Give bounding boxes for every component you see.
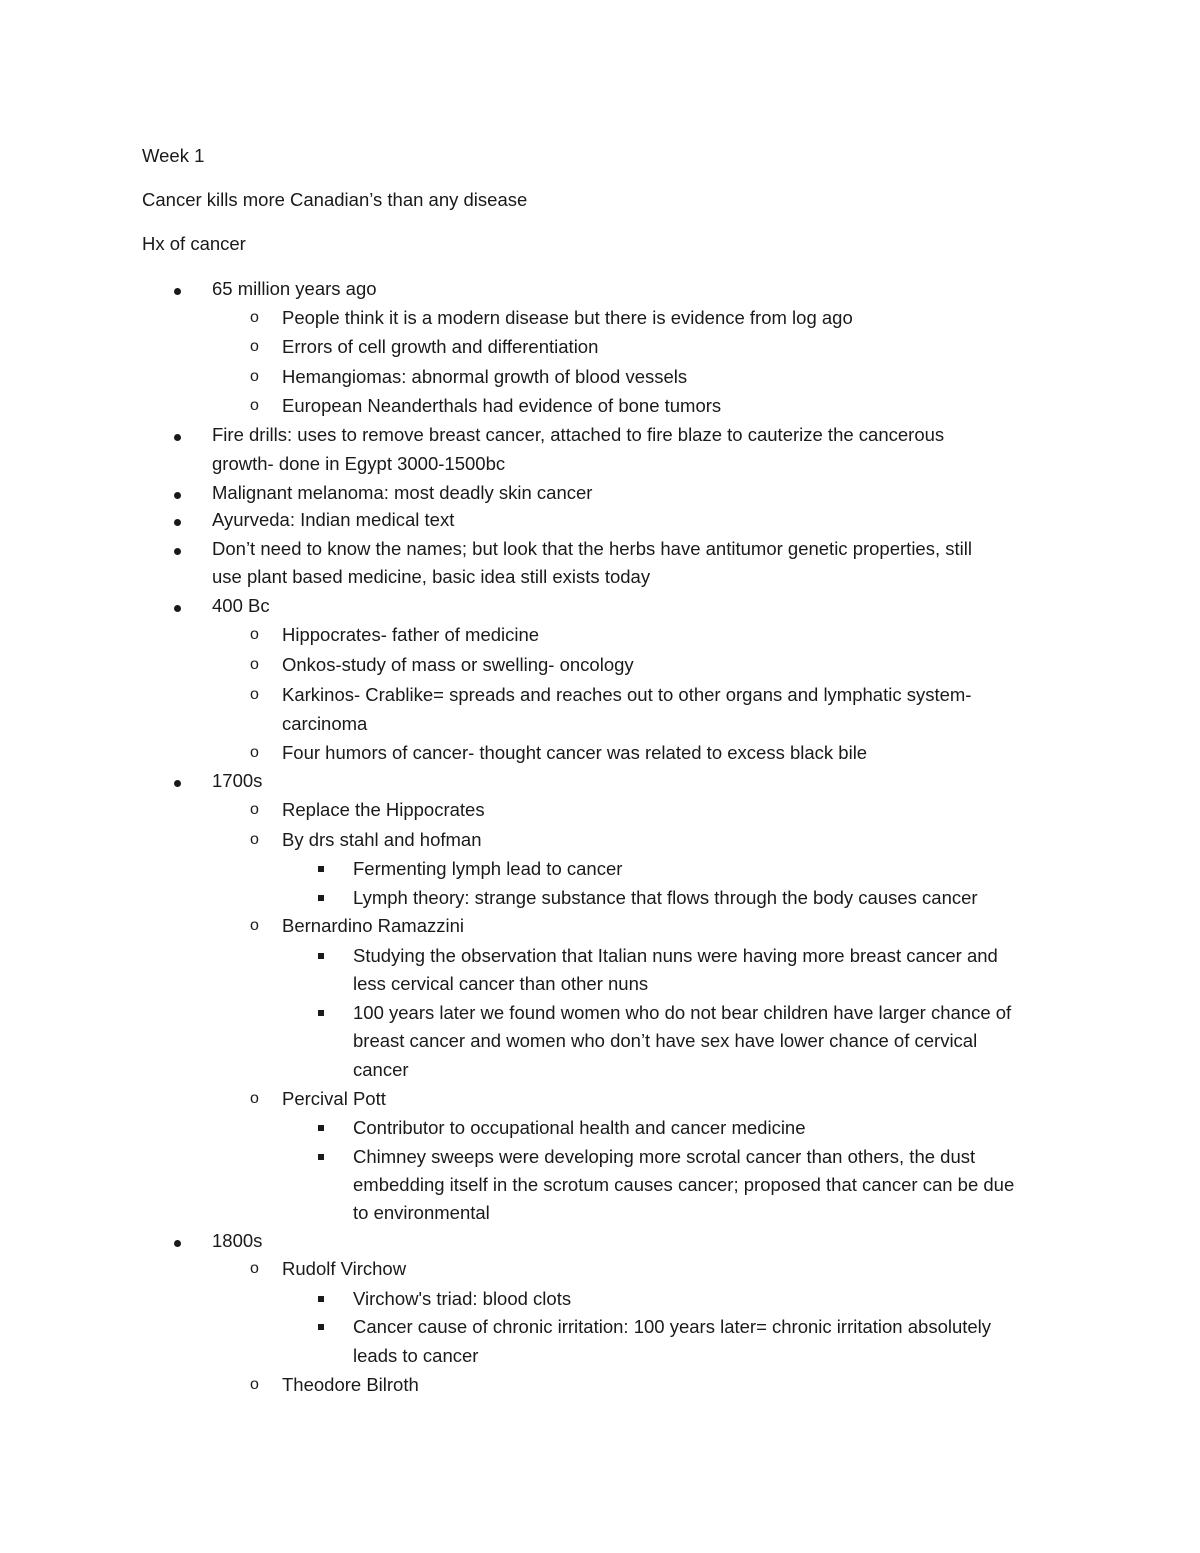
bullet-circle-icon: o	[250, 831, 259, 848]
section-title: Hx of cancer	[142, 233, 246, 254]
bullet-circle-icon: o	[250, 338, 259, 355]
bullet-dot-icon	[174, 780, 181, 787]
list-item: Theodore Bilroth	[282, 1374, 419, 1395]
bullet-circle-icon: o	[250, 397, 259, 414]
list-item-continuation: to environmental	[353, 1202, 490, 1223]
bullet-circle-icon: o	[250, 626, 259, 643]
list-item: Hemangiomas: abnormal growth of blood vessels	[282, 366, 688, 387]
list-item-continuation: growth- done in Egypt 3000-1500bc	[212, 453, 506, 474]
list-item: 100 years later we found women who do not bear children have larger chance of	[353, 1002, 1012, 1023]
list-item: Lymph theory: strange substance that flows through the body causes cancer	[353, 887, 978, 908]
list-item: European Neanderthals had evidence of bone tumors	[282, 395, 722, 416]
bullet-circle-icon: o	[250, 917, 259, 934]
bullet-circle-icon: o	[250, 1260, 259, 1277]
list-item: People think it is a modern disease but there is evidence from log ago	[282, 307, 853, 328]
list-item: Bernardino Ramazzini	[282, 915, 465, 936]
list-item: By drs stahl and hofman	[282, 829, 482, 850]
bullet-square-icon	[318, 1010, 324, 1016]
bullet-square-icon	[318, 1296, 324, 1302]
bullet-square-icon	[318, 1154, 324, 1160]
bullet-circle-icon: o	[250, 1090, 259, 1107]
list-item-continuation: embedding itself in the scrotum causes cancer; proposed that cancer can be due	[353, 1174, 1015, 1195]
bullet-circle-icon: o	[250, 686, 259, 703]
bullet-circle-icon: o	[250, 1376, 259, 1393]
bullet-circle-icon: o	[250, 801, 259, 818]
bullet-square-icon	[318, 953, 324, 959]
list-item: 1700s	[212, 770, 263, 791]
list-item-continuation: breast cancer and women who don’t have sex have lower chance of cervical	[353, 1030, 978, 1051]
bullet-dot-icon	[174, 434, 181, 441]
bullet-dot-icon	[174, 519, 181, 526]
intro-line: Cancer kills more Canadian’s than any disease	[142, 189, 528, 210]
list-item: Fermenting lymph lead to cancer	[353, 858, 623, 879]
list-item-continuation: carcinoma	[282, 713, 368, 734]
list-item: Percival Pott	[282, 1088, 386, 1109]
list-item-continuation: cancer	[353, 1059, 409, 1080]
list-item: Fire drills: uses to remove breast cancer, attached to fire blaze to cauterize the cancerous	[212, 424, 945, 445]
bullet-square-icon	[318, 895, 324, 901]
list-item: Cancer cause of chronic irritation: 100 years later= chronic irritation absolutely	[353, 1316, 992, 1337]
bullet-square-icon	[318, 1125, 324, 1131]
list-item: Onkos-study of mass or swelling- oncology	[282, 654, 634, 675]
list-item-continuation: leads to cancer	[353, 1345, 479, 1366]
list-item-continuation: less cervical cancer than other nuns	[353, 973, 649, 994]
list-item: Hippocrates- father of medicine	[282, 624, 540, 645]
list-item: Karkinos- Crablike= spreads and reaches out to other organs and lymphatic system-	[282, 684, 972, 705]
bullet-dot-icon	[174, 548, 181, 555]
list-item: 1800s	[212, 1230, 263, 1251]
heading-week: Week 1	[142, 145, 205, 166]
list-item: Don’t need to know the names; but look that the herbs have antitumor genetic properties, still	[212, 538, 972, 559]
list-item: 65 million years ago	[212, 278, 377, 299]
bullet-square-icon	[318, 866, 324, 872]
list-item-continuation: use plant based medicine, basic idea still exists today	[212, 566, 651, 587]
list-item: Replace the Hippocrates	[282, 799, 485, 820]
list-item: 400 Bc	[212, 595, 270, 616]
bullet-square-icon	[318, 1324, 324, 1330]
bullet-dot-icon	[174, 1240, 181, 1247]
bullet-circle-icon: o	[250, 309, 259, 326]
list-item: Four humors of cancer- thought cancer was related to excess black bile	[282, 742, 868, 763]
bullet-circle-icon: o	[250, 744, 259, 761]
bullet-dot-icon	[174, 492, 181, 499]
bullet-circle-icon: o	[250, 368, 259, 385]
bullet-dot-icon	[174, 288, 181, 295]
list-item: Malignant melanoma: most deadly skin cancer	[212, 482, 593, 503]
bullet-dot-icon	[174, 605, 181, 612]
list-item: Studying the observation that Italian nuns were having more breast cancer and	[353, 945, 998, 966]
list-item: Virchow's triad: blood clots	[353, 1288, 572, 1309]
list-item: Contributor to occupational health and cancer medicine	[353, 1117, 806, 1138]
list-item: Errors of cell growth and differentiation	[282, 336, 599, 357]
list-item: Chimney sweeps were developing more scrotal cancer than others, the dust	[353, 1146, 976, 1167]
list-item: Ayurveda: Indian medical text	[212, 509, 455, 530]
bullet-circle-icon: o	[250, 656, 259, 673]
list-item: Rudolf Virchow	[282, 1258, 407, 1279]
